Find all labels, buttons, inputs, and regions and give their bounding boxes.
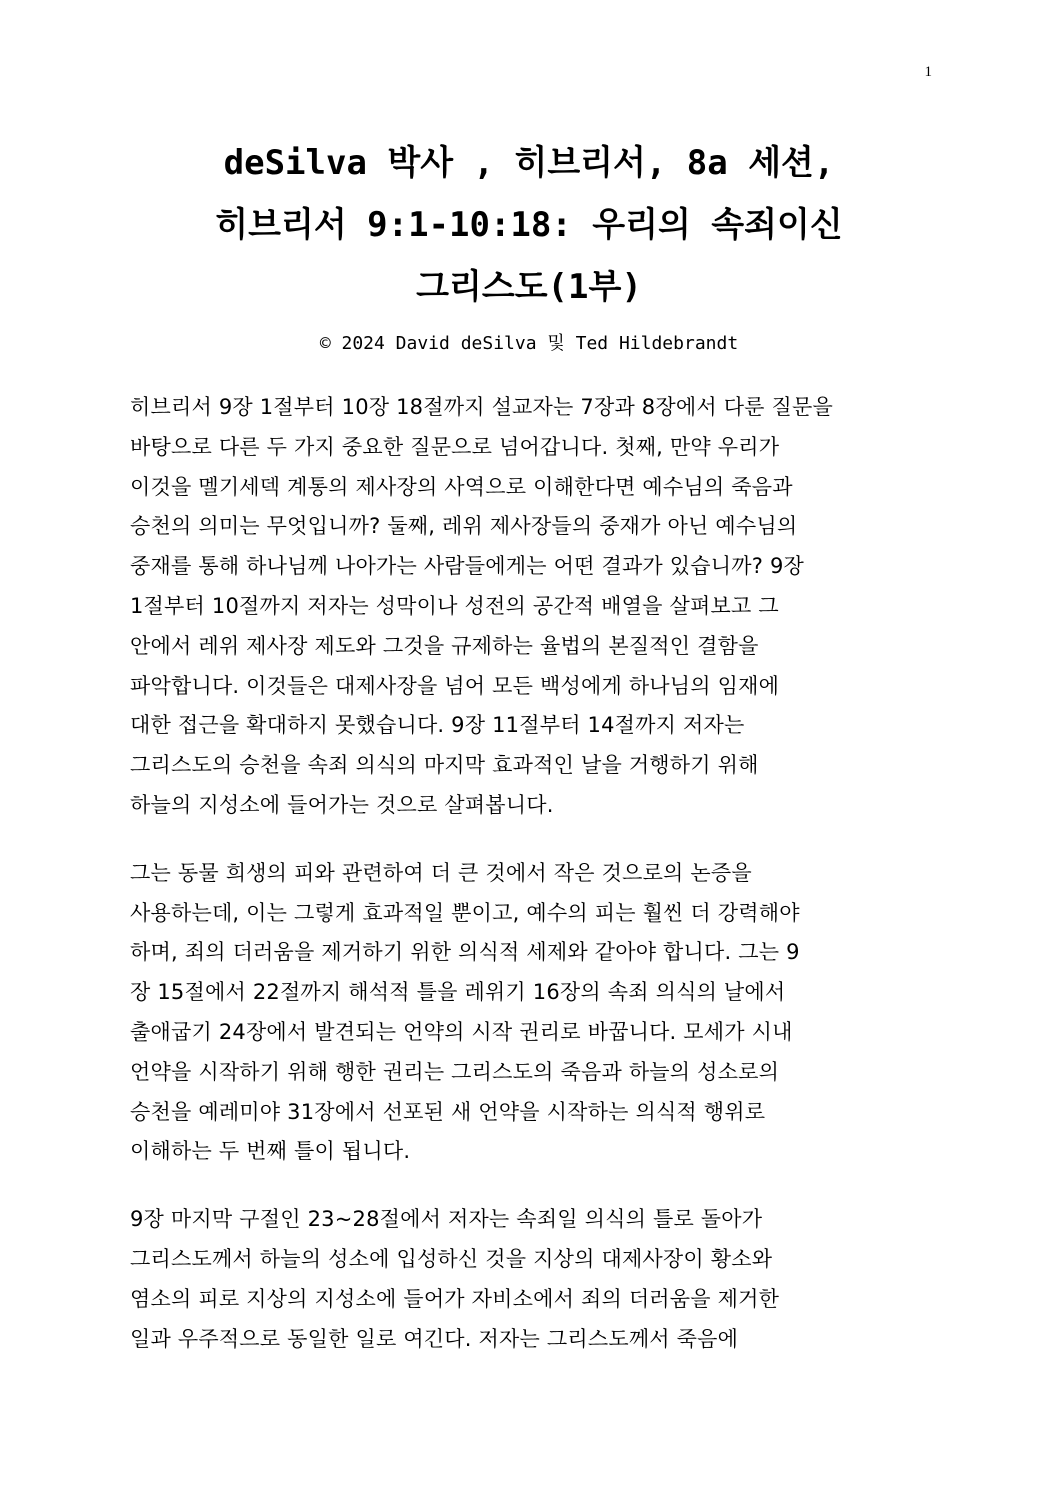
- copyright-notice: © 2024 David deSilva 및 Ted Hildebrandt: [319, 333, 739, 354]
- text-line: 바탕으로 다른 두 가지 중요한 질문으로 넘어갑니다. 첫째, 만약 우리가: [130, 434, 780, 459]
- text-line: 이해하는 두 번째 틀이 됩니다.: [130, 1139, 411, 1164]
- text-line: 이것을 멜기세덱 계통의 제사장의 사역으로 이해한다면 예수님의 죽음과: [130, 474, 793, 499]
- text-line: 9장 마지막 구절인 23~28절에서 저자는 속죄일 의식의 틀로 돌아가: [130, 1207, 763, 1232]
- text-line: 염소의 피로 지상의 지성소에 들어가 자비소에서 죄의 더러움을 제거한: [130, 1286, 780, 1311]
- paragraph-2: [130, 854, 930, 1172]
- text-line: 안에서 레위 제사장 제도와 그것을 규제하는 율법의 본질적인 결함을: [130, 633, 759, 658]
- title-line: deSilva 박사 , 히브리서, 8a 세션,: [223, 143, 835, 183]
- title-line: 히브리서 9:1-10:18: 우리의 속죄이신: [215, 205, 843, 245]
- text-line: 그리스도의 승천을 속죄 의식의 마지막 효과적인 날을 거행하기 위해: [130, 753, 759, 778]
- body-text: [130, 388, 930, 1387]
- text-line: 승천의 의미는 무엇입니까? 둘째, 레위 제사장들의 중재가 아닌 예수님의: [130, 514, 798, 539]
- title-line: 그리스도(1부): [416, 267, 642, 307]
- text-line: 하늘의 지성소에 들어가는 것으로 살펴봅니다.: [130, 792, 554, 817]
- text-line: 중재를 통해 하나님께 나아가는 사람들에게는 어떤 결과가 있습니까? 9장: [130, 554, 805, 579]
- text-line: 대한 접근을 확대하지 못했습니다. 9장 11절부터 14절까지 저자는: [130, 713, 745, 738]
- text-line: 그리스도께서 하늘의 성소에 입성하신 것을 지상의 대제사장이 황소와: [130, 1246, 773, 1271]
- text-line: 파악합니다. 이것들은 대제사장을 넘어 모든 백성에게 하나님의 임재에: [130, 673, 780, 698]
- text-line: 그는 동물 희생의 피와 관련하여 더 큰 것에서 작은 것으로의 논증을: [130, 860, 752, 885]
- text-line: 언약을 시작하기 위해 행한 권리는 그리스도의 죽음과 하늘의 성소로의: [130, 1059, 780, 1084]
- text-line: 사용하는데, 이는 그렇게 효과적일 뿐이고, 예수의 피는 훨씬 더 강력해야: [130, 900, 800, 925]
- text-line: 일과 우주적으로 동일한 일로 여긴다. 저자는 그리스도께서 죽음에: [130, 1326, 739, 1351]
- page-number: 1: [924, 64, 932, 80]
- text-line: 승천을 예레미야 31장에서 선포된 새 언약을 시작하는 의식적 행위로: [130, 1099, 766, 1124]
- text-line: 장 15절에서 22절까지 해석적 틀을 레위기 16장의 속죄 의식의 날에서: [130, 980, 786, 1005]
- text-line: 1절부터 10절까지 저자는 성막이나 성전의 공간적 배열을 살펴보고 그: [130, 593, 779, 618]
- paragraph-1: [130, 388, 930, 826]
- text-line: 히브리서 9장 1절부터 10장 18절까지 설교자는 7장과 8장에서 다룬 질문을: [130, 395, 833, 419]
- document-title: [100, 132, 958, 318]
- text-line: 출애굽기 24장에서 발견되는 언약의 시작 권리로 바꿉니다. 모세가 시내: [130, 1019, 793, 1044]
- text-line: 하며, 죄의 더러움을 제거하기 위한 의식적 세제와 같아야 합니다. 그는 9: [130, 940, 800, 965]
- paragraph-3: [130, 1200, 930, 1359]
